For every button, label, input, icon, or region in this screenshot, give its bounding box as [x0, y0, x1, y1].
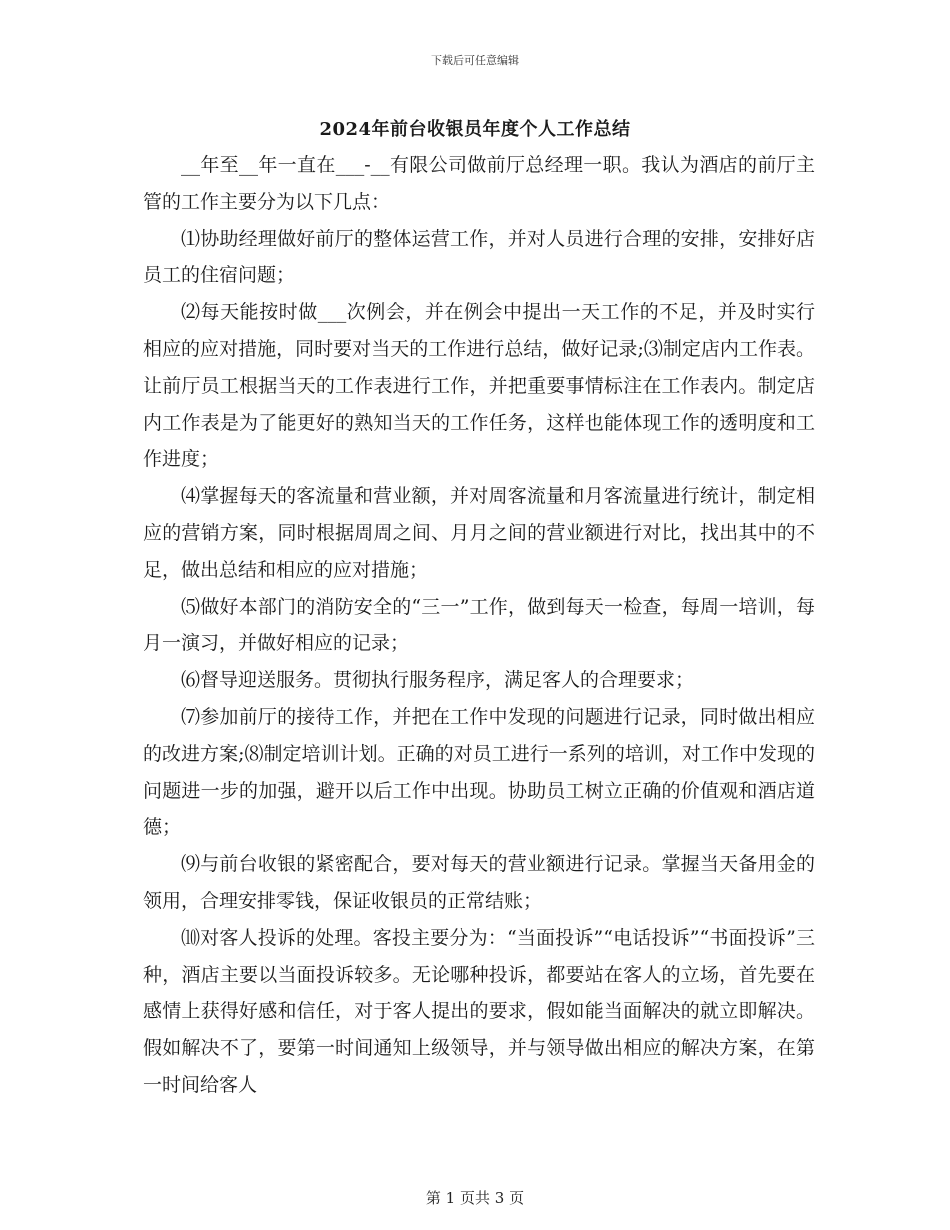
- page-number: 第 1 页共 3 页: [425, 1189, 525, 1207]
- paragraph-item-9: ⑼与前台收银的紧密配合，要对每天的营业额进行记录。掌握当天备用金的领用，合理安排零钱，保证收银员的正常结账；: [143, 853, 815, 912]
- paragraph-intro: __年至__年一直在___-__有限公司做前厅总经理一职。我认为酒店的前厅主管的工作主要分为以下几点：: [143, 154, 815, 213]
- paragraph-item-2-3: ⑵每天能按时做___次例会，并在例会中提出一天工作的不足，并及时实行相应的应对措施，同时要对当天的工作进行总结，做好记录;⑶制定店内工作表。让前厅员工根据当天的工作表进行工作，并把重要事情标注在工作表内。制定店内工作表是为了能更好的熟知当天的工作任务，这样也能体现工作的透明度和工作进度；: [143, 301, 815, 471]
- paragraph-item-7-8: ⑺参加前厅的接待工作，并把在工作中发现的问题进行记录，同时做出相应的改进方案;⑻制定培训计划。正确的对员工进行一系列的培训，对工作中发现的问题进一步的加强，避开以后工作中出现。协助员工树立正确的价值观和酒店道德；: [143, 705, 815, 839]
- paragraph-item-5: ⑸做好本部门的消防安全的“三一”工作，做到每天一检查，每周一培训，每月一演习，并做好相应的记录；: [143, 595, 815, 655]
- paragraph-item-10: ⑽对客人投诉的处理。客投主要分为：“当面投诉”“电话投诉”“书面投诉”三种，酒店主要以当面投诉较多。无论哪种投诉，都要站在客人的立场，首先要在感情上获得好感和信任，对于客人提出的要求，假如能当面解决的就立即解决。假如解决不了，要第一时间通知上级领导，并与领导做出相应的解决方案，在第一时间给客人: [143, 926, 815, 1096]
- paragraph-item-4: ⑷掌握每天的客流量和营业额，并对周客流量和月客流量进行统计，制定相应的营销方案，同时根据周周之间、月月之间的营业额进行对比，找出其中的不足，做出总结和相应的应对措施；: [143, 485, 815, 581]
- header-note: 下载后可任意编辑: [431, 54, 519, 67]
- paragraph-item-6: ⑹督导迎送服务。贯彻执行服务程序，满足客人的合理要求；: [181, 669, 695, 692]
- document-body: [143, 147, 815, 1104]
- paragraph-item-1: ⑴协助经理做好前厅的整体运营工作，并对人员进行合理的安排，安排好店员工的住宿问题；: [143, 227, 815, 287]
- document-title: 2024年前台收银员年度个人工作总结: [319, 119, 631, 140]
